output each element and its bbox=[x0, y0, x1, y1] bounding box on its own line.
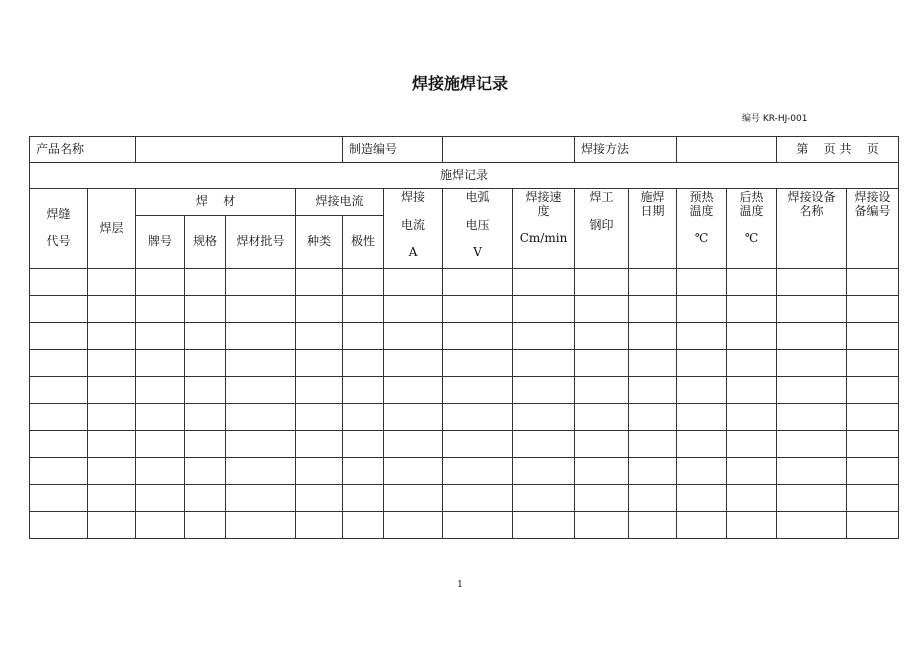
table-cell[interactable] bbox=[226, 512, 296, 539]
table-cell[interactable] bbox=[30, 377, 88, 404]
table-cell[interactable] bbox=[629, 269, 677, 296]
table-cell[interactable] bbox=[575, 458, 629, 485]
table-cell[interactable] bbox=[30, 485, 88, 512]
header-speed: 焊接速 度 Cm/min bbox=[513, 189, 575, 269]
table-cell[interactable] bbox=[575, 485, 629, 512]
table-cell[interactable] bbox=[343, 296, 384, 323]
manufacture-no-label: 制造编号 bbox=[343, 137, 443, 163]
header-equip-name: 焊接设备 名称 bbox=[777, 189, 847, 269]
table-cell[interactable] bbox=[847, 431, 899, 458]
table-row bbox=[30, 350, 899, 377]
table-cell[interactable] bbox=[847, 296, 899, 323]
table-cell[interactable] bbox=[777, 350, 847, 377]
table-cell[interactable] bbox=[727, 458, 777, 485]
table-cell[interactable] bbox=[847, 404, 899, 431]
table-cell[interactable] bbox=[185, 512, 226, 539]
table-cell[interactable] bbox=[777, 377, 847, 404]
table-cell[interactable] bbox=[727, 404, 777, 431]
table-cell[interactable] bbox=[513, 431, 575, 458]
table-cell[interactable] bbox=[727, 431, 777, 458]
table-cell[interactable] bbox=[30, 431, 88, 458]
table-cell[interactable] bbox=[575, 512, 629, 539]
table-cell[interactable] bbox=[575, 296, 629, 323]
table-cell[interactable] bbox=[677, 323, 727, 350]
header-polarity: 极性 bbox=[343, 216, 384, 269]
table-cell[interactable] bbox=[677, 431, 727, 458]
table-cell[interactable] bbox=[343, 485, 384, 512]
document-number: 编号 KR-HJ-001 bbox=[742, 114, 808, 124]
table-row bbox=[30, 458, 899, 485]
table-cell[interactable] bbox=[575, 404, 629, 431]
table-cell[interactable] bbox=[88, 269, 136, 296]
table-cell[interactable] bbox=[136, 512, 185, 539]
table-cell[interactable] bbox=[629, 296, 677, 323]
table-cell[interactable] bbox=[88, 404, 136, 431]
table-cell[interactable] bbox=[343, 377, 384, 404]
table-cell[interactable] bbox=[136, 350, 185, 377]
table-cell[interactable] bbox=[136, 431, 185, 458]
table-cell[interactable] bbox=[629, 377, 677, 404]
header-arc-voltage: 电弧 电压 V bbox=[443, 189, 513, 269]
table-cell[interactable] bbox=[226, 458, 296, 485]
table-cell[interactable] bbox=[343, 350, 384, 377]
table-cell[interactable] bbox=[629, 323, 677, 350]
table-cell[interactable] bbox=[343, 458, 384, 485]
table-cell[interactable] bbox=[777, 296, 847, 323]
table-cell[interactable] bbox=[629, 431, 677, 458]
table-cell[interactable] bbox=[777, 458, 847, 485]
table-cell[interactable] bbox=[30, 296, 88, 323]
table-cell[interactable] bbox=[443, 350, 513, 377]
table-cell[interactable] bbox=[343, 323, 384, 350]
header-current: 焊接电流 bbox=[296, 189, 384, 216]
table-cell[interactable] bbox=[777, 512, 847, 539]
table-cell[interactable] bbox=[384, 323, 443, 350]
table-cell[interactable] bbox=[513, 269, 575, 296]
table-cell[interactable] bbox=[226, 431, 296, 458]
table-row bbox=[30, 431, 899, 458]
table-cell[interactable] bbox=[513, 377, 575, 404]
table-cell[interactable] bbox=[513, 323, 575, 350]
product-name-value[interactable] bbox=[136, 137, 343, 163]
table-cell[interactable] bbox=[343, 512, 384, 539]
table-cell[interactable] bbox=[677, 350, 727, 377]
table-cell[interactable] bbox=[136, 323, 185, 350]
table-cell[interactable] bbox=[443, 458, 513, 485]
header-material: 焊 材 bbox=[136, 189, 296, 216]
table-cell[interactable] bbox=[185, 350, 226, 377]
welding-record-table bbox=[29, 136, 899, 539]
table-cell[interactable] bbox=[847, 458, 899, 485]
table-cell[interactable] bbox=[629, 458, 677, 485]
table-cell[interactable] bbox=[575, 269, 629, 296]
table-cell[interactable] bbox=[847, 350, 899, 377]
table-cell[interactable] bbox=[88, 323, 136, 350]
table-cell[interactable] bbox=[185, 296, 226, 323]
table-cell[interactable] bbox=[88, 431, 136, 458]
table-cell[interactable] bbox=[443, 296, 513, 323]
table-cell[interactable] bbox=[513, 296, 575, 323]
table-cell[interactable] bbox=[727, 485, 777, 512]
table-cell[interactable] bbox=[847, 323, 899, 350]
table-cell[interactable] bbox=[185, 404, 226, 431]
table-cell[interactable] bbox=[185, 431, 226, 458]
header-current-a: 焊接 电流 A bbox=[384, 189, 443, 269]
table-cell[interactable] bbox=[777, 269, 847, 296]
table-cell[interactable] bbox=[384, 377, 443, 404]
table-cell[interactable] bbox=[847, 377, 899, 404]
table-cell[interactable] bbox=[443, 269, 513, 296]
manufacture-no-value[interactable] bbox=[443, 137, 575, 163]
table-cell[interactable] bbox=[575, 323, 629, 350]
table-cell[interactable] bbox=[727, 323, 777, 350]
table-cell[interactable] bbox=[30, 404, 88, 431]
table-cell[interactable] bbox=[384, 458, 443, 485]
table-cell[interactable] bbox=[677, 458, 727, 485]
table-cell[interactable] bbox=[727, 296, 777, 323]
table-cell[interactable] bbox=[384, 512, 443, 539]
table-cell[interactable] bbox=[296, 458, 343, 485]
table-cell[interactable] bbox=[513, 350, 575, 377]
header-postheat: 后热 温度 ℃ bbox=[727, 189, 777, 269]
table-cell[interactable] bbox=[185, 323, 226, 350]
table-cell[interactable] bbox=[185, 269, 226, 296]
table-cell[interactable] bbox=[777, 323, 847, 350]
table-cell[interactable] bbox=[629, 485, 677, 512]
table-cell[interactable] bbox=[296, 350, 343, 377]
table-cell[interactable] bbox=[343, 404, 384, 431]
table-row bbox=[30, 323, 899, 350]
weld-method-label: 焊接方法 bbox=[575, 137, 677, 163]
table-cell[interactable] bbox=[384, 296, 443, 323]
table-cell[interactable] bbox=[777, 404, 847, 431]
table-cell[interactable] bbox=[30, 323, 88, 350]
table-cell[interactable] bbox=[343, 269, 384, 296]
table-row bbox=[30, 512, 899, 539]
table-cell[interactable] bbox=[727, 350, 777, 377]
table-cell[interactable] bbox=[30, 512, 88, 539]
weld-method-value[interactable] bbox=[677, 137, 777, 163]
table-cell[interactable] bbox=[384, 485, 443, 512]
table-cell[interactable] bbox=[296, 404, 343, 431]
table-cell[interactable] bbox=[226, 323, 296, 350]
header-type: 种类 bbox=[296, 216, 343, 269]
table-cell[interactable] bbox=[677, 485, 727, 512]
table-cell[interactable] bbox=[443, 485, 513, 512]
table-cell[interactable] bbox=[513, 512, 575, 539]
table-cell[interactable] bbox=[384, 350, 443, 377]
header-equip-no: 焊接设 备编号 bbox=[847, 189, 899, 269]
table-cell[interactable] bbox=[296, 431, 343, 458]
table-cell[interactable] bbox=[226, 269, 296, 296]
table-cell[interactable] bbox=[677, 404, 727, 431]
table-cell[interactable] bbox=[88, 377, 136, 404]
table-cell[interactable] bbox=[513, 404, 575, 431]
table-cell[interactable] bbox=[777, 431, 847, 458]
product-name-label: 产品名称 bbox=[30, 137, 136, 163]
table-cell[interactable] bbox=[777, 485, 847, 512]
table-cell[interactable] bbox=[847, 512, 899, 539]
table-cell[interactable] bbox=[136, 404, 185, 431]
header-weld-code: 焊缝 代号 bbox=[30, 189, 88, 269]
header-layer: 焊层 bbox=[88, 189, 136, 269]
table-cell[interactable] bbox=[629, 350, 677, 377]
table-cell[interactable] bbox=[88, 485, 136, 512]
table-cell[interactable] bbox=[384, 404, 443, 431]
table-cell[interactable] bbox=[136, 296, 185, 323]
table-cell[interactable] bbox=[296, 323, 343, 350]
section-title: 施焊记录 bbox=[30, 163, 899, 189]
table-cell[interactable] bbox=[677, 269, 727, 296]
table-cell[interactable] bbox=[136, 377, 185, 404]
table-cell[interactable] bbox=[296, 269, 343, 296]
table-cell[interactable] bbox=[443, 323, 513, 350]
table-cell[interactable] bbox=[677, 296, 727, 323]
table-row bbox=[30, 296, 899, 323]
table-cell[interactable] bbox=[226, 296, 296, 323]
table-cell[interactable] bbox=[343, 431, 384, 458]
table-cell[interactable] bbox=[296, 512, 343, 539]
page-title: 焊接施焊记录 bbox=[411, 74, 508, 93]
table-cell[interactable] bbox=[136, 269, 185, 296]
header-welder: 焊工 钢印 bbox=[575, 189, 629, 269]
table-cell[interactable] bbox=[136, 458, 185, 485]
table-row bbox=[30, 404, 899, 431]
table-cell[interactable] bbox=[727, 512, 777, 539]
table-cell[interactable] bbox=[629, 404, 677, 431]
table-cell[interactable] bbox=[30, 458, 88, 485]
table-cell[interactable] bbox=[727, 377, 777, 404]
table-cell[interactable] bbox=[226, 350, 296, 377]
table-cell[interactable] bbox=[185, 377, 226, 404]
table-cell[interactable] bbox=[575, 377, 629, 404]
table-cell[interactable] bbox=[629, 512, 677, 539]
table-cell[interactable] bbox=[443, 404, 513, 431]
table-cell[interactable] bbox=[185, 485, 226, 512]
table-cell[interactable] bbox=[226, 377, 296, 404]
table-cell[interactable] bbox=[443, 512, 513, 539]
table-row bbox=[30, 269, 899, 296]
page-number: 1 bbox=[457, 580, 463, 590]
table-cell[interactable] bbox=[513, 458, 575, 485]
table-cell[interactable] bbox=[513, 485, 575, 512]
table-cell[interactable] bbox=[136, 485, 185, 512]
table-cell[interactable] bbox=[88, 296, 136, 323]
table-cell[interactable] bbox=[677, 377, 727, 404]
header-date: 施焊 日期 bbox=[629, 189, 677, 269]
table-row bbox=[30, 377, 899, 404]
header-brand: 牌号 bbox=[136, 216, 185, 269]
header-batch: 焊材批号 bbox=[226, 216, 296, 269]
table-cell[interactable] bbox=[88, 458, 136, 485]
table-cell[interactable] bbox=[30, 269, 88, 296]
table-cell[interactable] bbox=[30, 350, 88, 377]
table-cell[interactable] bbox=[185, 458, 226, 485]
table-cell[interactable] bbox=[847, 485, 899, 512]
table-cell[interactable] bbox=[575, 431, 629, 458]
table-cell[interactable] bbox=[575, 350, 629, 377]
table-cell[interactable] bbox=[677, 512, 727, 539]
table-cell[interactable] bbox=[296, 485, 343, 512]
table-cell[interactable] bbox=[727, 269, 777, 296]
page-info: 第 页 共 页 bbox=[777, 137, 899, 163]
header-preheat: 预热 温度 ℃ bbox=[677, 189, 727, 269]
table-cell[interactable] bbox=[443, 431, 513, 458]
table-cell[interactable] bbox=[296, 377, 343, 404]
table-row bbox=[30, 485, 899, 512]
table-cell[interactable] bbox=[226, 404, 296, 431]
table-cell[interactable] bbox=[443, 377, 513, 404]
header-spec: 规格 bbox=[185, 216, 226, 269]
table-cell[interactable] bbox=[226, 485, 296, 512]
table-cell[interactable] bbox=[384, 431, 443, 458]
table-cell[interactable] bbox=[296, 296, 343, 323]
table-cell[interactable] bbox=[384, 269, 443, 296]
table-cell[interactable] bbox=[88, 350, 136, 377]
table-cell[interactable] bbox=[88, 512, 136, 539]
table-cell[interactable] bbox=[847, 269, 899, 296]
